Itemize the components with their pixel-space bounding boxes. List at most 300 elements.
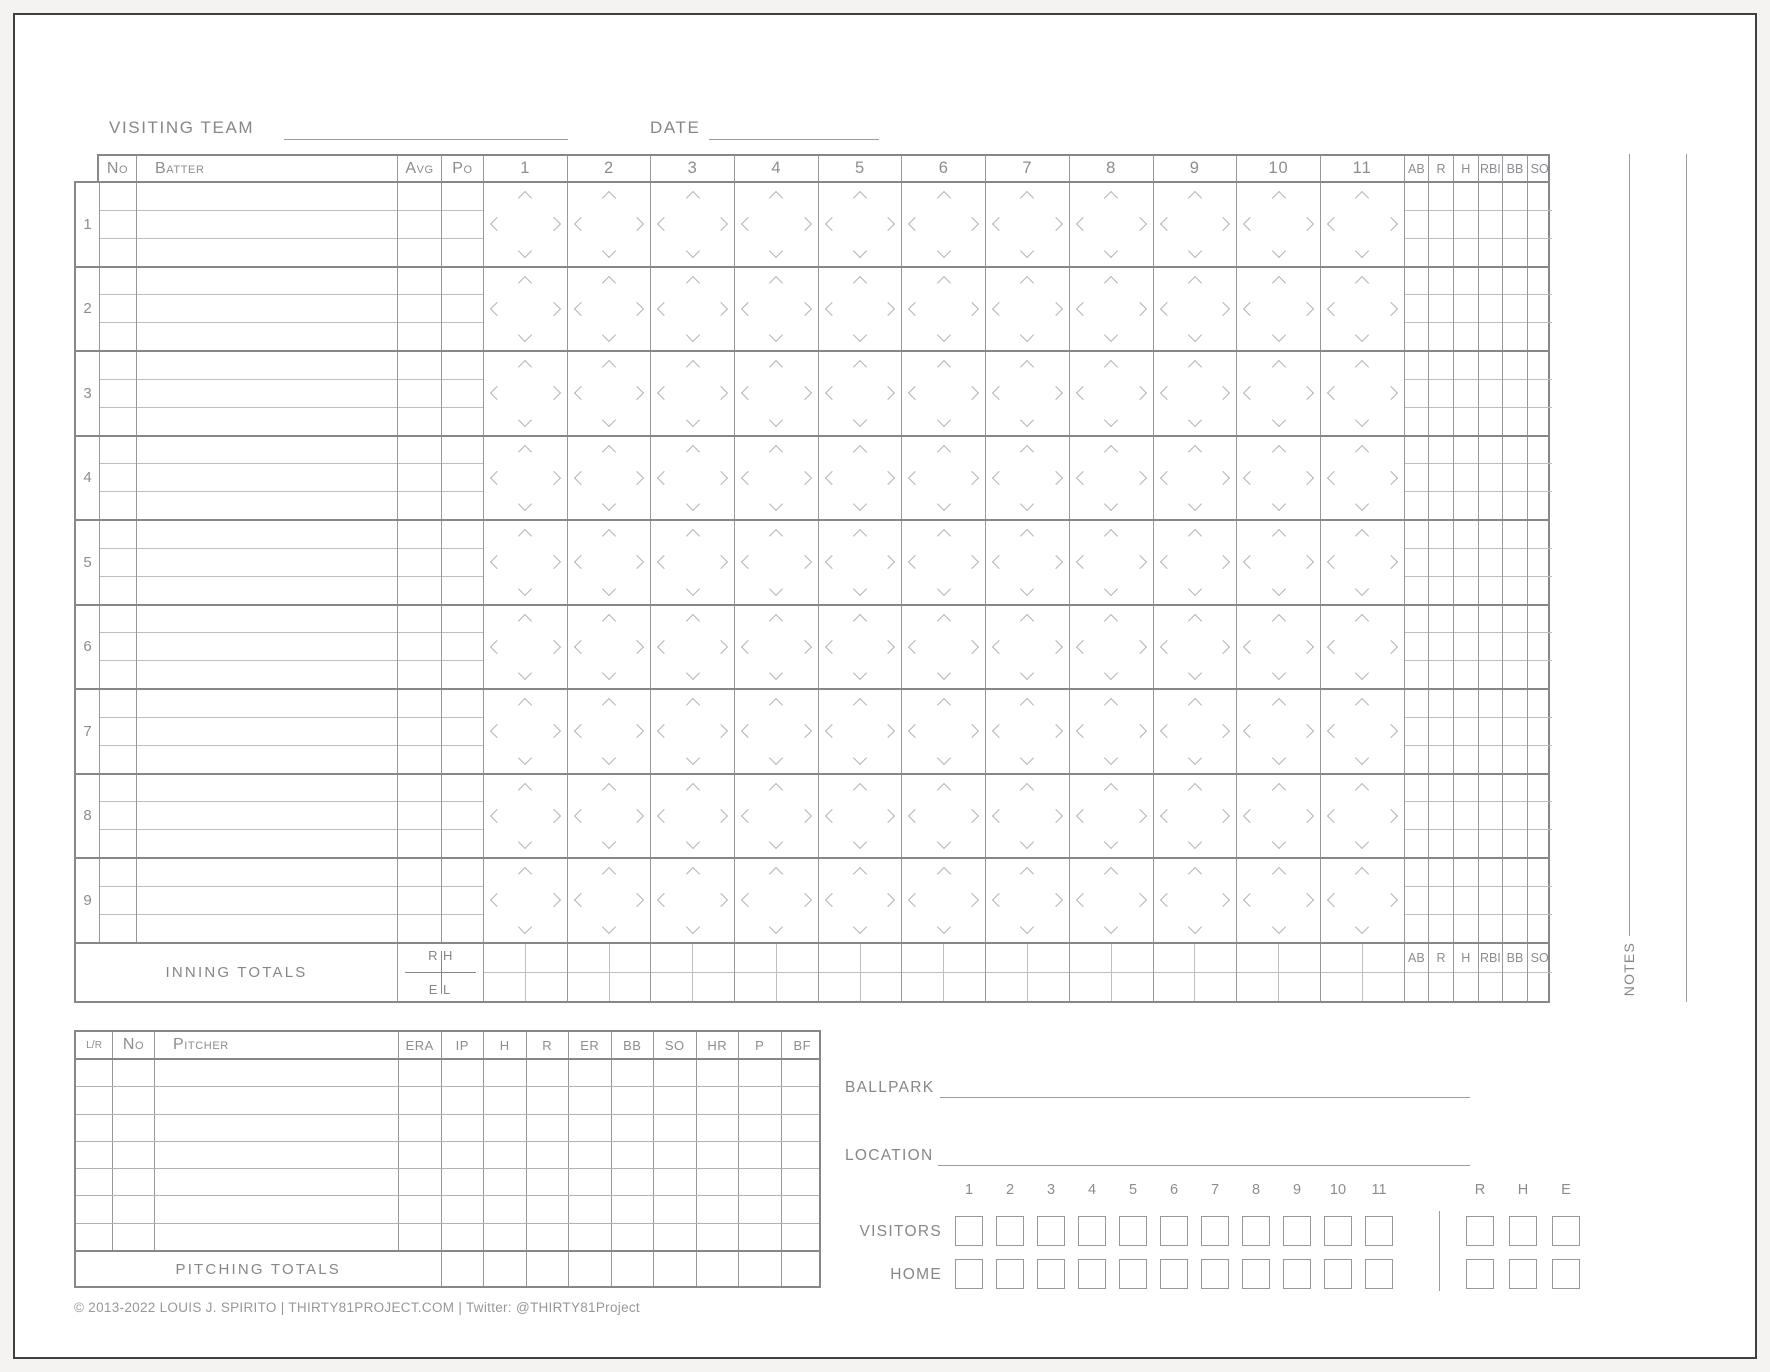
scoring-cell[interactable] [483, 859, 567, 942]
batter-stat-cell[interactable] [1405, 463, 1429, 491]
inning-total-box[interactable] [776, 973, 818, 1001]
scoring-cell[interactable] [567, 606, 651, 689]
pitcher-lr-cell[interactable] [76, 1196, 112, 1222]
batter-stat-cell[interactable] [1503, 775, 1527, 802]
batter-avg-cell[interactable] [398, 268, 441, 295]
batter-avg-cell[interactable] [398, 717, 441, 745]
batter-stat-cell[interactable] [1503, 660, 1527, 688]
pitcher-stat-cell[interactable] [653, 1115, 696, 1141]
linescore-visitors-rhe-box[interactable] [1466, 1216, 1494, 1246]
scoring-cell[interactable] [650, 690, 734, 773]
batter-stat-cell[interactable] [1405, 183, 1429, 210]
linescore-visitors-rhe-box[interactable] [1552, 1216, 1580, 1246]
pitcher-no-cell[interactable] [112, 1142, 154, 1168]
linescore-visitors-box[interactable] [1324, 1216, 1352, 1246]
pitcher-stat-cell[interactable] [483, 1224, 526, 1250]
batter-stat-cell[interactable] [1479, 294, 1503, 322]
batter-stat-cell[interactable] [1429, 294, 1453, 322]
pitcher-stat-cell[interactable] [611, 1087, 654, 1113]
batter-stat-cell[interactable] [1479, 437, 1503, 464]
scoring-cell[interactable] [818, 859, 902, 942]
batter-stat-cell[interactable] [1429, 268, 1453, 295]
scoring-cell[interactable] [1069, 352, 1153, 435]
batter-po-cell[interactable] [442, 829, 483, 857]
scoring-cell[interactable] [1153, 268, 1237, 351]
batter-no-cell[interactable] [100, 886, 136, 914]
batter-no-cell[interactable] [100, 576, 136, 604]
batter-po-cell[interactable] [442, 352, 483, 379]
scoring-cell[interactable] [567, 352, 651, 435]
linescore-home-box[interactable] [1078, 1259, 1106, 1289]
batter-stat-cell[interactable] [1429, 660, 1453, 688]
batter-stat-cell[interactable] [1503, 294, 1527, 322]
pitcher-no-cell[interactable] [112, 1224, 154, 1250]
batter-name-cell[interactable] [137, 210, 397, 238]
batter-name-cell[interactable] [137, 801, 397, 829]
pitcher-stat-cell[interactable] [738, 1142, 781, 1168]
batter-stat-cell[interactable] [1528, 690, 1552, 717]
batter-no-cell[interactable] [100, 660, 136, 688]
pitching-total-box[interactable] [526, 1252, 569, 1286]
batter-stat-cell[interactable] [1429, 576, 1453, 604]
batter-stat-cell[interactable] [1503, 210, 1527, 238]
pitcher-stat-cell[interactable] [483, 1115, 526, 1141]
scoring-cell[interactable] [901, 521, 985, 604]
batter-stat-cell[interactable] [1405, 801, 1429, 829]
batter-stat-cell[interactable] [1405, 407, 1429, 435]
batter-stat-cell[interactable] [1405, 690, 1429, 717]
scoring-cell[interactable] [901, 690, 985, 773]
batter-stat-cell[interactable] [1528, 859, 1552, 886]
batter-stat-cell[interactable] [1405, 745, 1429, 773]
visiting-team-field[interactable] [284, 139, 568, 140]
linescore-home-box[interactable] [1283, 1259, 1311, 1289]
pitcher-no-cell[interactable] [112, 1196, 154, 1222]
batter-stat-cell[interactable] [1405, 829, 1429, 857]
batter-stat-cell[interactable] [1479, 660, 1503, 688]
batter-avg-cell[interactable] [398, 463, 441, 491]
batter-stat-cell[interactable] [1405, 606, 1429, 633]
batter-stat-cell[interactable] [1454, 521, 1478, 548]
batter-stat-cell[interactable] [1454, 859, 1478, 886]
inning-total-box[interactable] [525, 973, 567, 1001]
batter-stat-cell[interactable] [1528, 745, 1552, 773]
batter-stat-cell[interactable] [1454, 829, 1478, 857]
scoring-cell[interactable] [1153, 183, 1237, 266]
inning-total-box[interactable] [902, 944, 943, 972]
batter-stat-cell[interactable] [1429, 463, 1453, 491]
batter-stat-cell[interactable] [1429, 717, 1453, 745]
pitcher-stat-cell[interactable] [653, 1142, 696, 1168]
scoring-cell[interactable] [567, 775, 651, 858]
batter-no-cell[interactable] [100, 268, 136, 295]
inning-total-box[interactable] [1278, 973, 1320, 1001]
batter-stat-cell[interactable] [1479, 379, 1503, 407]
pitcher-stat-cell[interactable] [738, 1060, 781, 1086]
batter-stat-cell[interactable] [1503, 521, 1527, 548]
inning-total-box[interactable] [609, 973, 651, 1001]
scoring-cell[interactable] [734, 606, 818, 689]
pitcher-stat-cell[interactable] [781, 1196, 824, 1222]
scoring-cell[interactable] [483, 352, 567, 435]
scoring-cell[interactable] [1320, 859, 1404, 942]
scoring-cell[interactable] [985, 268, 1069, 351]
batter-po-cell[interactable] [442, 294, 483, 322]
scoring-cell[interactable] [818, 521, 902, 604]
batter-po-cell[interactable] [442, 745, 483, 773]
scoring-cell[interactable] [1153, 859, 1237, 942]
batter-stat-cell[interactable] [1429, 183, 1453, 210]
batter-stat-cell[interactable] [1528, 521, 1552, 548]
pitcher-name-cell[interactable] [154, 1169, 398, 1195]
pitcher-name-cell[interactable] [154, 1224, 398, 1250]
batter-stat-cell[interactable] [1479, 407, 1503, 435]
scoring-cell[interactable] [1320, 606, 1404, 689]
batter-stat-cell[interactable] [1405, 491, 1429, 519]
inning-total-box[interactable] [651, 944, 692, 972]
scoring-cell[interactable] [483, 690, 567, 773]
pitcher-stat-cell[interactable] [398, 1060, 441, 1086]
scoring-cell[interactable] [1320, 690, 1404, 773]
inning-total-box[interactable] [568, 944, 609, 972]
batter-stat-cell[interactable] [1405, 210, 1429, 238]
batter-name-cell[interactable] [137, 379, 397, 407]
linescore-visitors-box[interactable] [1119, 1216, 1147, 1246]
batter-stat-cell[interactable] [1479, 886, 1503, 914]
batter-stat-cell[interactable] [1503, 463, 1527, 491]
inning-total-box[interactable] [986, 944, 1027, 972]
batter-stat-cell[interactable] [1454, 745, 1478, 773]
batter-po-cell[interactable] [442, 322, 483, 350]
inning-total-box[interactable] [692, 944, 734, 972]
scoring-cell[interactable] [1320, 352, 1404, 435]
pitcher-stat-cell[interactable] [441, 1060, 484, 1086]
batter-no-cell[interactable] [100, 352, 136, 379]
batter-stat-cell[interactable] [1429, 407, 1453, 435]
batter-stat-cell[interactable] [1503, 886, 1527, 914]
scoring-cell[interactable] [1069, 775, 1153, 858]
batter-avg-cell[interactable] [398, 437, 441, 464]
scoring-cell[interactable] [985, 606, 1069, 689]
location-field[interactable] [938, 1165, 1470, 1166]
inning-total-box[interactable] [1278, 944, 1320, 972]
pitcher-stat-cell[interactable] [781, 1115, 824, 1141]
batter-po-cell[interactable] [442, 379, 483, 407]
pitcher-stat-cell[interactable] [738, 1196, 781, 1222]
inning-total-box[interactable] [1154, 944, 1195, 972]
inning-total-box[interactable] [860, 944, 902, 972]
scoring-cell[interactable] [1153, 690, 1237, 773]
pitcher-stat-cell[interactable] [398, 1142, 441, 1168]
scoring-cell[interactable] [1069, 268, 1153, 351]
scoring-cell[interactable] [901, 352, 985, 435]
batter-avg-cell[interactable] [398, 521, 441, 548]
batter-stat-cell[interactable] [1405, 379, 1429, 407]
pitcher-stat-cell[interactable] [483, 1087, 526, 1113]
linescore-home-rhe-box[interactable] [1466, 1259, 1494, 1289]
pitcher-stat-cell[interactable] [441, 1224, 484, 1250]
batter-name-cell[interactable] [137, 183, 397, 210]
batter-stat-cell[interactable] [1528, 437, 1552, 464]
scoring-cell[interactable] [985, 859, 1069, 942]
batter-stat-cell[interactable] [1528, 379, 1552, 407]
pitcher-stat-cell[interactable] [653, 1169, 696, 1195]
batter-name-cell[interactable] [137, 745, 397, 773]
batter-no-cell[interactable] [100, 322, 136, 350]
scoring-cell[interactable] [567, 690, 651, 773]
batter-name-cell[interactable] [137, 548, 397, 576]
batter-stat-cell[interactable] [1405, 548, 1429, 576]
scoring-cell[interactable] [1236, 775, 1320, 858]
batter-stat-cell[interactable] [1479, 491, 1503, 519]
scoring-cell[interactable] [901, 775, 985, 858]
scoring-cell[interactable] [1320, 775, 1404, 858]
pitcher-stat-cell[interactable] [526, 1224, 569, 1250]
batter-name-cell[interactable] [137, 660, 397, 688]
scoring-cell[interactable] [1236, 352, 1320, 435]
scoring-cell[interactable] [985, 437, 1069, 520]
batter-stat-cell[interactable] [1528, 210, 1552, 238]
pitcher-stat-cell[interactable] [441, 1115, 484, 1141]
batter-po-cell[interactable] [442, 463, 483, 491]
pitcher-stat-cell[interactable] [483, 1196, 526, 1222]
scoring-cell[interactable] [1153, 606, 1237, 689]
batter-stat-cell[interactable] [1405, 238, 1429, 266]
stat-total-box[interactable] [1479, 972, 1503, 1001]
batter-avg-cell[interactable] [398, 914, 441, 942]
pitcher-stat-cell[interactable] [696, 1196, 739, 1222]
batter-name-cell[interactable] [137, 886, 397, 914]
batter-stat-cell[interactable] [1503, 322, 1527, 350]
batter-stat-cell[interactable] [1429, 914, 1453, 942]
batter-stat-cell[interactable] [1454, 606, 1478, 633]
pitcher-stat-cell[interactable] [696, 1224, 739, 1250]
batter-po-cell[interactable] [442, 238, 483, 266]
batter-stat-cell[interactable] [1429, 238, 1453, 266]
batter-stat-cell[interactable] [1528, 548, 1552, 576]
scoring-cell[interactable] [734, 352, 818, 435]
scoring-cell[interactable] [734, 859, 818, 942]
pitcher-stat-cell[interactable] [398, 1169, 441, 1195]
scoring-cell[interactable] [734, 183, 818, 266]
batter-po-cell[interactable] [442, 491, 483, 519]
inning-total-box[interactable] [986, 973, 1027, 1001]
pitcher-lr-cell[interactable] [76, 1224, 112, 1250]
inning-total-box[interactable] [1027, 944, 1069, 972]
scoring-cell[interactable] [650, 352, 734, 435]
linescore-visitors-box[interactable] [1037, 1216, 1065, 1246]
batter-stat-cell[interactable] [1503, 859, 1527, 886]
batter-stat-cell[interactable] [1479, 914, 1503, 942]
batter-no-cell[interactable] [100, 407, 136, 435]
batter-name-cell[interactable] [137, 491, 397, 519]
linescore-home-rhe-box[interactable] [1552, 1259, 1580, 1289]
linescore-visitors-box[interactable] [1160, 1216, 1188, 1246]
batter-stat-cell[interactable] [1454, 775, 1478, 802]
batter-stat-cell[interactable] [1454, 576, 1478, 604]
batter-po-cell[interactable] [442, 660, 483, 688]
inning-total-box[interactable] [1237, 973, 1278, 1001]
scoring-cell[interactable] [734, 437, 818, 520]
batter-po-cell[interactable] [442, 717, 483, 745]
batter-no-cell[interactable] [100, 521, 136, 548]
batter-avg-cell[interactable] [398, 379, 441, 407]
batter-stat-cell[interactable] [1503, 745, 1527, 773]
pitcher-stat-cell[interactable] [653, 1087, 696, 1113]
batter-stat-cell[interactable] [1528, 407, 1552, 435]
pitcher-stat-cell[interactable] [526, 1060, 569, 1086]
scoring-cell[interactable] [818, 775, 902, 858]
batter-avg-cell[interactable] [398, 632, 441, 660]
pitcher-stat-cell[interactable] [568, 1115, 611, 1141]
batter-po-cell[interactable] [442, 606, 483, 633]
scoring-cell[interactable] [734, 690, 818, 773]
batter-stat-cell[interactable] [1479, 829, 1503, 857]
batter-name-cell[interactable] [137, 632, 397, 660]
scoring-cell[interactable] [483, 775, 567, 858]
batter-avg-cell[interactable] [398, 352, 441, 379]
scoring-cell[interactable] [650, 606, 734, 689]
pitcher-stat-cell[interactable] [738, 1115, 781, 1141]
batter-stat-cell[interactable] [1528, 801, 1552, 829]
batter-stat-cell[interactable] [1479, 183, 1503, 210]
linescore-visitors-rhe-box[interactable] [1509, 1216, 1537, 1246]
batter-stat-cell[interactable] [1405, 914, 1429, 942]
batter-stat-cell[interactable] [1528, 576, 1552, 604]
batter-stat-cell[interactable] [1479, 632, 1503, 660]
inning-total-box[interactable] [1111, 944, 1153, 972]
batter-stat-cell[interactable] [1429, 886, 1453, 914]
batter-po-cell[interactable] [442, 268, 483, 295]
batter-name-cell[interactable] [137, 775, 397, 802]
inning-total-box[interactable] [735, 944, 776, 972]
pitcher-stat-cell[interactable] [441, 1169, 484, 1195]
pitcher-name-cell[interactable] [154, 1115, 398, 1141]
batter-stat-cell[interactable] [1479, 745, 1503, 773]
stat-total-box[interactable] [1454, 972, 1478, 1001]
inning-total-box[interactable] [943, 973, 985, 1001]
batter-avg-cell[interactable] [398, 491, 441, 519]
batter-stat-cell[interactable] [1528, 463, 1552, 491]
stat-total-box[interactable] [1528, 972, 1552, 1001]
scoring-cell[interactable] [567, 268, 651, 351]
inning-total-box[interactable] [1321, 944, 1362, 972]
pitcher-stat-cell[interactable] [526, 1142, 569, 1168]
scoring-cell[interactable] [1069, 606, 1153, 689]
pitcher-stat-cell[interactable] [568, 1087, 611, 1113]
batter-stat-cell[interactable] [1454, 463, 1478, 491]
inning-total-box[interactable] [819, 973, 860, 1001]
scoring-cell[interactable] [734, 775, 818, 858]
pitcher-stat-cell[interactable] [696, 1142, 739, 1168]
pitcher-no-cell[interactable] [112, 1115, 154, 1141]
batter-avg-cell[interactable] [398, 886, 441, 914]
pitcher-stat-cell[interactable] [568, 1169, 611, 1195]
inning-total-box[interactable] [1111, 973, 1153, 1001]
pitching-total-box[interactable] [611, 1252, 654, 1286]
inning-total-box[interactable] [484, 973, 525, 1001]
pitcher-stat-cell[interactable] [398, 1196, 441, 1222]
batter-stat-cell[interactable] [1479, 322, 1503, 350]
inning-total-box[interactable] [1194, 973, 1236, 1001]
batter-stat-cell[interactable] [1503, 632, 1527, 660]
batter-name-cell[interactable] [137, 576, 397, 604]
batter-po-cell[interactable] [442, 690, 483, 717]
batter-stat-cell[interactable] [1454, 548, 1478, 576]
batter-stat-cell[interactable] [1454, 294, 1478, 322]
inning-total-box[interactable] [1321, 973, 1362, 1001]
pitcher-stat-cell[interactable] [653, 1060, 696, 1086]
batter-stat-cell[interactable] [1528, 632, 1552, 660]
batter-avg-cell[interactable] [398, 859, 441, 886]
pitcher-stat-cell[interactable] [738, 1169, 781, 1195]
pitcher-stat-cell[interactable] [526, 1169, 569, 1195]
batter-stat-cell[interactable] [1405, 437, 1429, 464]
pitcher-stat-cell[interactable] [611, 1142, 654, 1168]
linescore-home-box[interactable] [1242, 1259, 1270, 1289]
pitcher-stat-cell[interactable] [611, 1224, 654, 1250]
batter-no-cell[interactable] [100, 548, 136, 576]
inning-total-box[interactable] [1070, 944, 1111, 972]
batter-stat-cell[interactable] [1429, 379, 1453, 407]
linescore-visitors-box[interactable] [955, 1216, 983, 1246]
inning-total-box[interactable] [902, 973, 943, 1001]
batter-stat-cell[interactable] [1528, 775, 1552, 802]
batter-stat-cell[interactable] [1479, 268, 1503, 295]
batter-stat-cell[interactable] [1429, 859, 1453, 886]
batter-stat-cell[interactable] [1429, 322, 1453, 350]
batter-stat-cell[interactable] [1503, 183, 1527, 210]
batter-stat-cell[interactable] [1454, 717, 1478, 745]
pitcher-lr-cell[interactable] [76, 1115, 112, 1141]
scoring-cell[interactable] [985, 775, 1069, 858]
pitcher-no-cell[interactable] [112, 1169, 154, 1195]
batter-no-cell[interactable] [100, 294, 136, 322]
batter-stat-cell[interactable] [1503, 407, 1527, 435]
scoring-cell[interactable] [818, 690, 902, 773]
batter-stat-cell[interactable] [1503, 914, 1527, 942]
batter-stat-cell[interactable] [1429, 491, 1453, 519]
pitcher-stat-cell[interactable] [653, 1224, 696, 1250]
inning-total-box[interactable] [651, 973, 692, 1001]
batter-no-cell[interactable] [100, 238, 136, 266]
inning-total-box[interactable] [692, 973, 734, 1001]
pitching-total-box[interactable] [568, 1252, 611, 1286]
scoring-cell[interactable] [1069, 437, 1153, 520]
batter-stat-cell[interactable] [1405, 886, 1429, 914]
batter-no-cell[interactable] [100, 379, 136, 407]
batter-name-cell[interactable] [137, 521, 397, 548]
batter-no-cell[interactable] [100, 606, 136, 633]
scoring-cell[interactable] [1153, 521, 1237, 604]
pitcher-stat-cell[interactable] [568, 1060, 611, 1086]
batter-stat-cell[interactable] [1405, 859, 1429, 886]
scoring-cell[interactable] [818, 606, 902, 689]
batter-stat-cell[interactable] [1454, 268, 1478, 295]
linescore-visitors-box[interactable] [1201, 1216, 1229, 1246]
pitcher-stat-cell[interactable] [696, 1115, 739, 1141]
batter-stat-cell[interactable] [1479, 606, 1503, 633]
batter-name-cell[interactable] [137, 238, 397, 266]
batter-stat-cell[interactable] [1479, 801, 1503, 829]
batter-stat-cell[interactable] [1479, 576, 1503, 604]
scoring-cell[interactable] [985, 183, 1069, 266]
pitching-total-box[interactable] [483, 1252, 526, 1286]
pitcher-stat-cell[interactable] [441, 1196, 484, 1222]
scoring-cell[interactable] [901, 183, 985, 266]
batter-stat-cell[interactable] [1454, 322, 1478, 350]
batter-no-cell[interactable] [100, 210, 136, 238]
